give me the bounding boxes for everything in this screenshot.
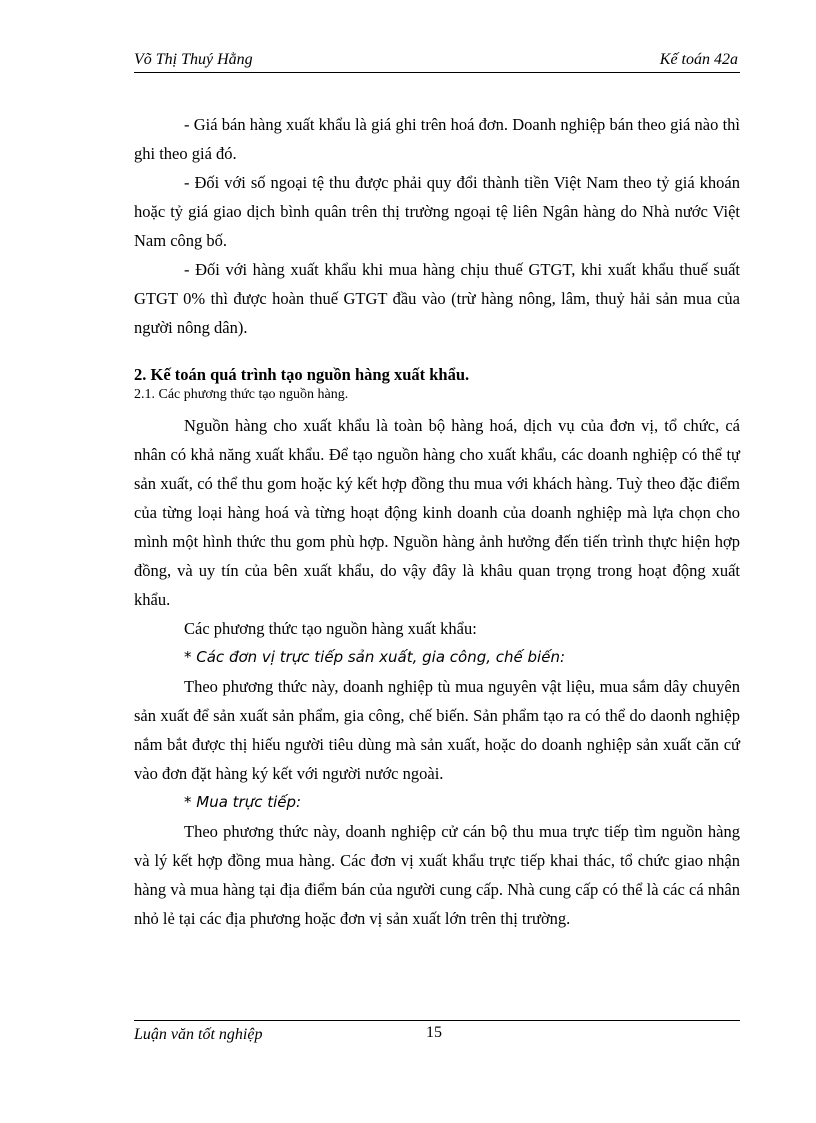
paragraph-methods-intro: Các phương thức tạo nguồn hàng xuất khẩu: (184, 619, 477, 638)
subsection-heading-2-1: 2.1. Các phương thức tạo nguồn hàng. (134, 387, 349, 402)
paragraph-foreign-currency: - Đối với số ngoại tệ thu được phải quy đổi thành tiền Việt Nam theo tỷ giá khoán hoặc tỷ giá giao dịch bình quân trên thị trường ngoại tệ liên Ngân hàng do Nhà nước Việt Nam công bố. (134, 173, 740, 250)
page-number: 15 (426, 1024, 442, 1041)
header-author: Võ Thị Thuý Hằng (134, 51, 253, 68)
header-class: Kế toán 42a (659, 51, 738, 68)
paragraph-export-sources: Nguồn hàng cho xuất khẩu là toàn bộ hàng hoá, dịch vụ của đơn vị, tổ chức, cá nhân có khả năng xuất khẩu. Để tạo nguồn hàng cho xuất khẩu, các doanh nghiệp có thể tự sản xuất, có thể thu gom hoặc ký kết hợp đồng thu mua với khách hàng. Tuỳ theo đặc điểm của từng loại hàng hoá và từng hoạt động kinh doanh của doanh nghiệp mà lựa chọn cho mình một hình thức thu gom phù hợp. Nguồn hàng ảnh hưởng đến tiến trình thực hiện hợp đồng, và uy tín của bên xuất khẩu, do vậy đây là khâu quan trọng trong hoạt động xuất khẩu. (134, 416, 740, 609)
paragraph-selling-price: - Giá bán hàng xuất khẩu là giá ghi trên hoá đơn. Doanh nghiệp bán theo giá nào thì ghi theo giá đó. (134, 115, 740, 163)
paragraph-vat: - Đối với hàng xuất khẩu khi mua hàng chịu thuế GTGT, khi xuất khẩu thuế suất GTGT 0% thì được hoàn thuế GTGT đầu vào (trừ hàng nông, lâm, thuỷ hải sản mua của người nông dân). (134, 260, 740, 337)
paragraph-direct-purchase: Theo phương thức này, doanh nghiệp cử cán bộ thu mua trực tiếp tìm nguồn hàng và lý kết hợp đồng mua hàng. Các đơn vị xuất khẩu trực tiếp khai thác, tổ chức giao nhận hàng và mua hàng tại địa điểm bán của người cung cấp. Nhà cung cấp có thể là các cá nhân nhỏ lẻ tại các địa phương hoặc đơn vị sản xuất lớn trên thị trường. (134, 822, 740, 928)
page-header (134, 50, 740, 73)
list-item-direct-production: * Các đơn vị trực tiếp sản xuất, gia công, chế biến: (184, 648, 566, 666)
paragraph-direct-production: Theo phương thức này, doanh nghiệp tù mua nguyên vật liệu, mua sắm dây chuyên sản xuất để sản xuất sản phẩm, gia công, chế biến. Sản phẩm tạo ra có thể do daonh nghiệp nắm bắt được thị hiếu người tiêu dùng mà sản xuất, hoặc do doanh nghiệp sản xuất căn cứ vào đơn đặt hàng ký kết với người nước ngoài. (134, 677, 740, 783)
page-footer (134, 1020, 740, 1047)
section-heading-2: 2. Kế toán quá trình tạo nguồn hàng xuất khẩu. (134, 365, 470, 384)
page-content (134, 110, 740, 933)
list-item-direct-purchase: * Mua trực tiếp: (184, 793, 302, 811)
footer-label: Luận văn tốt nghiệp (134, 1026, 263, 1043)
